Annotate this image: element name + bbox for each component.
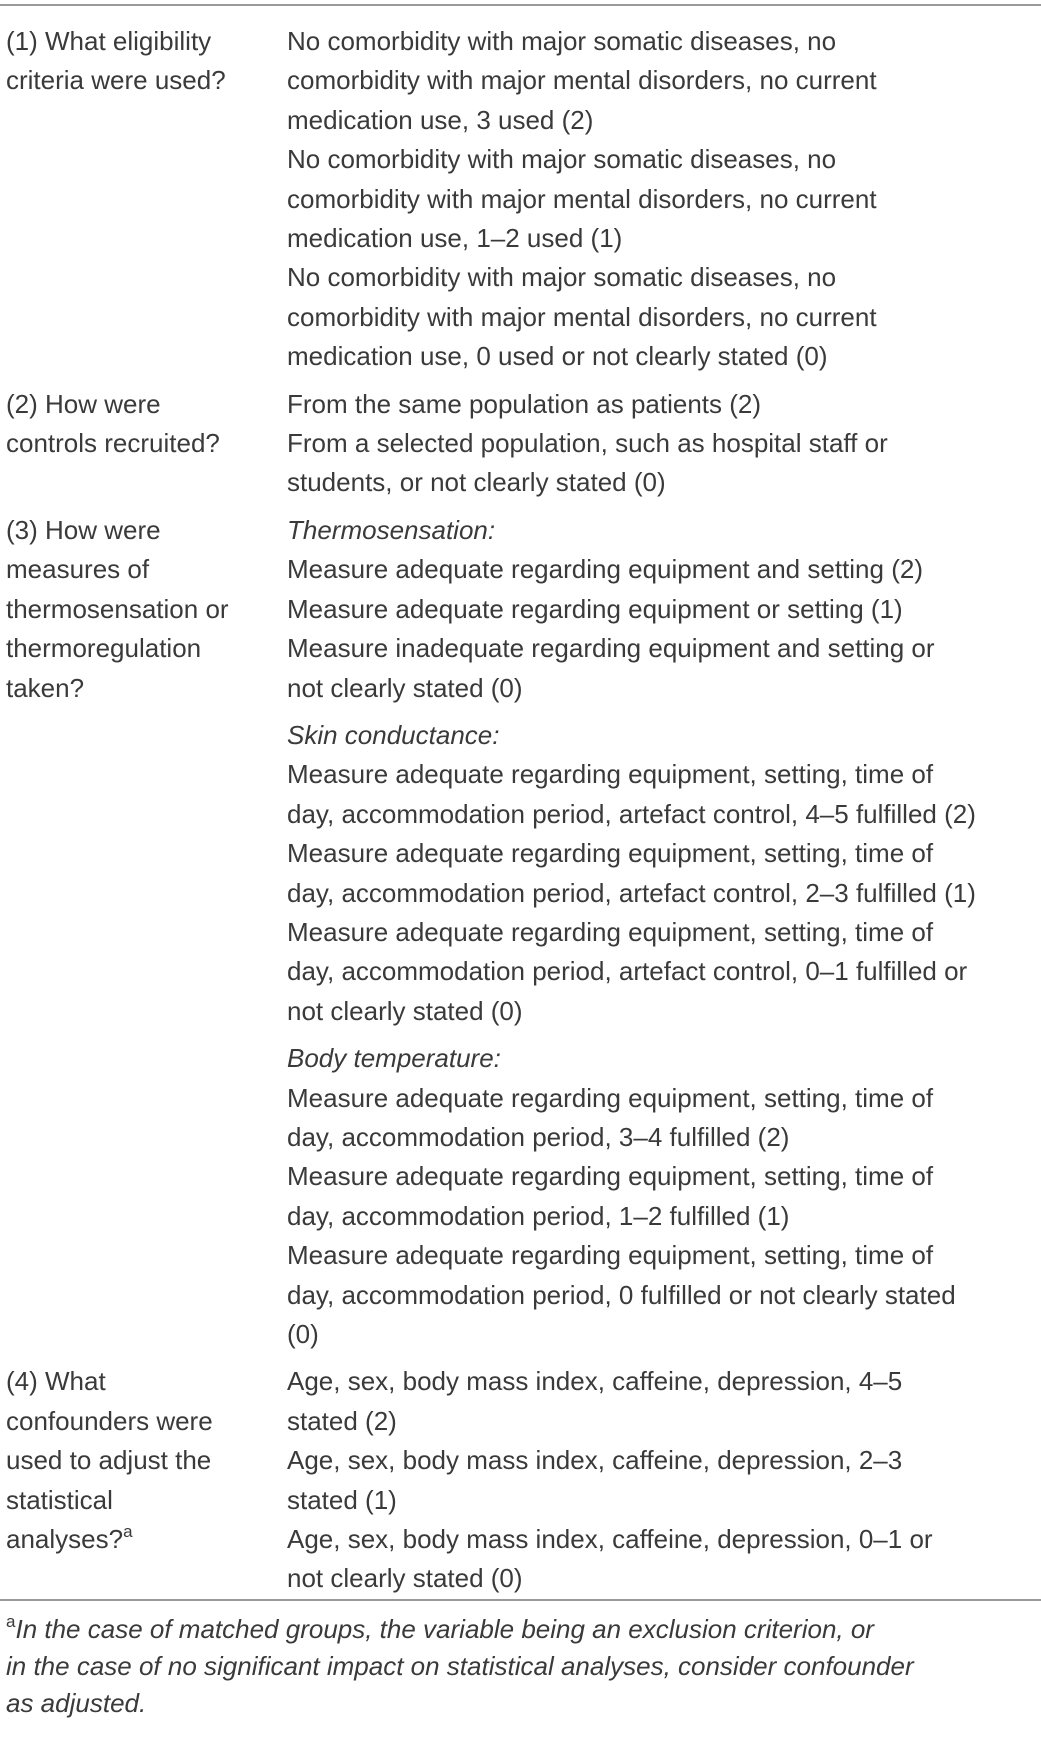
criterion-line: not clearly stated (0) <box>287 672 523 703</box>
criterion-line: Measure adequate regarding equipment, setting, time of <box>287 916 934 947</box>
question-cell <box>6 22 287 101</box>
criterion-line: Measure inadequate regarding equipment and setting or <box>287 633 935 664</box>
section-heading: Body temperature: <box>287 1043 501 1074</box>
question-line-text: analyses? <box>6 1524 124 1555</box>
question-line: used to adjust the <box>6 1445 212 1476</box>
question-line: (3) How were <box>6 514 161 545</box>
section-heading: Thermosensation: <box>287 514 496 545</box>
criterion-line: day, accommodation period, artefact control, 4–5 fulfilled (2) <box>287 798 976 829</box>
criterion-line: From the same population as patients (2) <box>287 388 762 419</box>
criteria-cell <box>287 1362 1036 1598</box>
footnote-marker: a <box>123 1522 133 1542</box>
criterion-line: Measure adequate regarding equipment, setting, time of <box>287 838 934 869</box>
table-row <box>6 511 1036 1355</box>
question-line: controls recruited? <box>6 428 220 459</box>
question-cell <box>6 511 287 708</box>
table-row <box>6 22 1036 377</box>
footnote-line: as adjusted. <box>6 1688 147 1718</box>
question-line: (2) How were <box>6 388 161 419</box>
footnote-line <box>6 1611 1036 1648</box>
table-row <box>6 385 1036 503</box>
criterion-line: stated (1) <box>287 1484 397 1515</box>
criterion-line: No comorbidity with major somatic diseases, no <box>287 262 837 293</box>
criterion-line: not clearly stated (0) <box>287 995 523 1026</box>
section-heading: Skin conductance: <box>287 719 500 750</box>
criterion-line: comorbidity with major mental disorders, no current <box>287 183 877 214</box>
criteria-cell <box>287 22 1036 377</box>
question-line: taken? <box>6 672 85 703</box>
criterion-line: From a selected population, such as hospital staff or <box>287 428 888 459</box>
question-line: (4) What <box>6 1366 106 1397</box>
criterion-line: Age, sex, body mass index, caffeine, depression, 4–5 <box>287 1366 903 1397</box>
criterion-line: day, accommodation period, 1–2 fulfilled (1) <box>287 1200 790 1231</box>
question-line: (1) What eligibility <box>6 26 212 56</box>
criterion-line: stated (2) <box>287 1405 397 1436</box>
criterion-line: medication use, 1–2 used (1) <box>287 223 623 254</box>
table-footnote <box>6 1611 1036 1722</box>
criterion-line: day, accommodation period, artefact control, 0–1 fulfilled or <box>287 956 968 987</box>
criterion-line: Measure adequate regarding equipment or setting (1) <box>287 593 903 624</box>
criterion-line: day, accommodation period, artefact control, 2–3 fulfilled (1) <box>287 877 976 908</box>
criterion-line: comorbidity with major mental disorders, no current <box>287 301 877 332</box>
criteria-cell <box>287 511 1036 1355</box>
criterion-line: Age, sex, body mass index, caffeine, depression, 2–3 <box>287 1445 903 1476</box>
question-line <box>6 1520 287 1559</box>
criterion-line: medication use, 3 used (2) <box>287 104 594 135</box>
quality-criteria-table <box>6 22 1036 1599</box>
question-line: confounders were <box>6 1405 213 1436</box>
criterion-line: day, accommodation period, 0 fulfilled or not clearly stated <box>287 1279 956 1310</box>
footnote-text: In the case of matched groups, the variable being an exclusion criterion, or <box>15 1614 874 1644</box>
criterion-line: students, or not clearly stated (0) <box>287 467 666 498</box>
criterion-line: Measure adequate regarding equipment, setting, time of <box>287 759 934 790</box>
criterion-line: Measure adequate regarding equipment, setting, time of <box>287 1161 934 1192</box>
table-row <box>6 1362 1036 1598</box>
table-bottom-rule <box>0 1599 1041 1601</box>
question-line: thermosensation or <box>6 593 229 624</box>
criterion-line: medication use, 0 used or not clearly stated (0) <box>287 341 828 372</box>
criterion-line: Measure adequate regarding equipment, setting, time of <box>287 1082 934 1113</box>
criterion-line: No comorbidity with major somatic diseases, no <box>287 26 837 56</box>
question-cell <box>6 385 287 464</box>
question-line: statistical <box>6 1484 113 1515</box>
footnote-marker: a <box>6 1612 16 1631</box>
criterion-line: not clearly stated (0) <box>287 1563 523 1594</box>
question-line: criteria were used? <box>6 65 226 96</box>
table-top-rule <box>0 4 1041 6</box>
footnote-line: in the case of no significant impact on statistical analyses, consider confounder <box>6 1651 914 1681</box>
criterion-line: No comorbidity with major somatic diseases, no <box>287 144 837 175</box>
criterion-line: Measure adequate regarding equipment, setting, time of <box>287 1240 934 1271</box>
criterion-line: (0) <box>287 1319 319 1349</box>
criterion-line: day, accommodation period, 3–4 fulfilled (2) <box>287 1121 790 1152</box>
question-line: measures of <box>6 554 150 585</box>
criterion-line: Age, sex, body mass index, caffeine, depression, 0–1 or <box>287 1524 933 1555</box>
criterion-line: comorbidity with major mental disorders, no current <box>287 65 877 96</box>
criteria-cell <box>287 385 1036 503</box>
question-line: thermoregulation <box>6 633 202 664</box>
question-cell <box>6 1362 287 1559</box>
criterion-line: Measure adequate regarding equipment and setting (2) <box>287 554 923 585</box>
